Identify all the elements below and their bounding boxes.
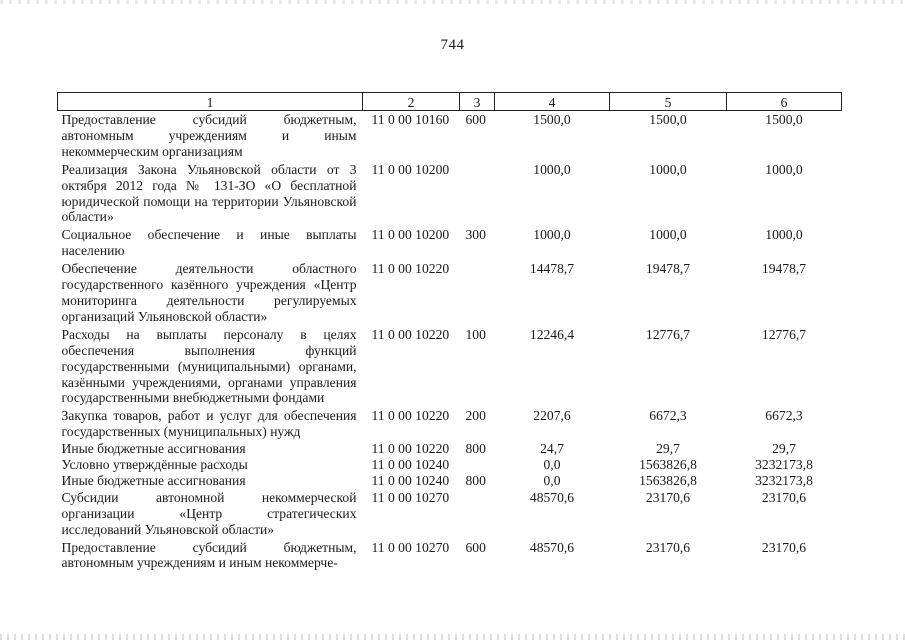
row-value-col5: 1000,0 xyxy=(649,227,687,243)
header-col-6: 6 xyxy=(727,93,842,111)
row-value-col6: 1500,0 xyxy=(765,112,803,127)
row-name: Реализация Закона Ульяновской области от 3 октября 2012 года № 131-ЗО «О бесплатной юридической помощи на территории Ульяновской области» xyxy=(61,161,357,225)
row-expense-type xyxy=(460,161,495,227)
row-value-col5: 6672,3 xyxy=(649,408,687,424)
row-name: Предоставление субсидий бюджетным, автономным учреждениям и иным некоммерческим организациям xyxy=(61,112,357,159)
row-name: Закупка товаров, работ и услуг для обеспечения государственных (муниципальных) нужд xyxy=(61,408,357,440)
scan-edge-bottom xyxy=(0,634,905,640)
row-code: 11 0 00 10220 xyxy=(371,326,450,342)
table-row xyxy=(58,161,842,227)
table-row xyxy=(58,260,842,326)
row-value-col4: 0,0 xyxy=(543,472,561,488)
row-name: Условно утверждённые расходы xyxy=(61,457,248,473)
row-code: 11 0 00 10160 xyxy=(371,112,450,127)
table-header xyxy=(58,93,842,111)
row-value-col4: 12246,4 xyxy=(529,326,575,342)
scan-edge-top xyxy=(0,0,905,4)
row-expense-type: 800 xyxy=(465,472,486,488)
row-code: 11 0 00 10200 xyxy=(371,227,450,243)
row-expense-type: 600 xyxy=(465,539,486,555)
row-value-col5: 12776,7 xyxy=(645,326,691,342)
row-code: 11 0 00 10270 xyxy=(371,539,450,555)
row-code: 11 0 00 10240 xyxy=(371,472,450,488)
row-value-col5: 1563826,8 xyxy=(639,457,697,473)
row-value-col6: 29,7 xyxy=(772,441,796,457)
table-row xyxy=(58,326,842,408)
row-value-col5: 1500,0 xyxy=(649,112,687,127)
row-value-col4: 1500,0 xyxy=(533,112,571,127)
row-value-col5: 29,7 xyxy=(656,441,680,457)
header-col-5: 5 xyxy=(610,93,727,111)
row-value-col4: 48570,6 xyxy=(529,489,575,505)
row-value-col5: 1563826,8 xyxy=(639,472,697,488)
row-expense-type: 100 xyxy=(465,326,486,342)
row-expense-type xyxy=(460,489,495,539)
row-name: Иные бюджетные ассигнования xyxy=(61,441,246,457)
header-col-4: 4 xyxy=(495,93,610,111)
row-name: Иные бюджетные ассигнования xyxy=(61,472,246,488)
table-row xyxy=(58,441,842,457)
budget-table xyxy=(57,92,842,572)
table-row xyxy=(58,473,842,489)
row-value-col4: 14478,7 xyxy=(529,261,575,277)
row-value-col6: 1000,0 xyxy=(765,161,803,177)
row-value-col4: 24,7 xyxy=(540,441,564,457)
row-code: 11 0 00 10220 xyxy=(371,441,450,457)
row-value-col5: 19478,7 xyxy=(645,261,691,277)
row-value-col6: 12776,7 xyxy=(761,326,807,342)
row-code: 11 0 00 10270 xyxy=(371,489,450,505)
row-name: Субсидии автономной некоммерческой организации «Центр стратегических исследований Ульяновской области» xyxy=(61,489,357,537)
row-code: 11 0 00 10220 xyxy=(371,408,450,424)
row-expense-type xyxy=(460,260,495,326)
table-body xyxy=(58,111,842,573)
table-row xyxy=(58,111,842,161)
row-expense-type: 300 xyxy=(465,227,486,243)
table-row xyxy=(58,226,842,260)
row-value-col4: 1000,0 xyxy=(533,227,571,243)
row-code: 11 0 00 10200 xyxy=(371,161,450,177)
row-expense-type: 800 xyxy=(465,441,486,457)
row-expense-type xyxy=(460,457,495,473)
row-name: Расходы на выплаты персоналу в целях обеспечения выполнения функций государственными (муниципальными) органами, казёнными учреждениями, органами управления государственными внебюджетными фондами xyxy=(61,326,357,406)
table-row xyxy=(58,489,842,539)
header-col-1: 1 xyxy=(58,93,363,111)
table-row xyxy=(58,457,842,473)
row-value-col5: 1000,0 xyxy=(649,161,687,177)
row-code: 11 0 00 10240 xyxy=(371,457,450,473)
row-name: Обеспечение деятельности областного государственного казённого учреждения «Центр мониторинга деятельности регулируемых организаций Ульяновской области» xyxy=(61,261,357,324)
table-row xyxy=(58,407,842,441)
row-value-col6: 23170,6 xyxy=(761,539,807,555)
row-value-col6: 1000,0 xyxy=(765,227,803,243)
row-expense-type: 200 xyxy=(465,408,486,424)
row-name: Предоставление субсидий бюджетным, автономным учреждениям и иным некоммерче- xyxy=(61,539,357,571)
page-number: 744 xyxy=(440,37,465,53)
row-value-col5: 23170,6 xyxy=(645,539,691,555)
row-value-col6: 3232173,8 xyxy=(755,472,813,488)
row-value-col6: 3232173,8 xyxy=(755,457,813,473)
row-value-col6: 19478,7 xyxy=(761,261,807,277)
row-expense-type: 600 xyxy=(465,112,486,127)
row-code: 11 0 00 10220 xyxy=(371,261,450,277)
row-name: Социальное обеспечение и иные выплаты населению xyxy=(61,227,357,259)
header-col-2: 2 xyxy=(363,93,460,111)
row-value-col4: 2207,6 xyxy=(533,408,571,424)
row-value-col4: 48570,6 xyxy=(529,539,575,555)
row-value-col4: 1000,0 xyxy=(533,161,571,177)
row-value-col5: 23170,6 xyxy=(645,489,691,505)
header-col-3: 3 xyxy=(460,93,495,111)
row-value-col4: 0,0 xyxy=(543,457,561,473)
table-row xyxy=(58,539,842,573)
row-value-col6: 23170,6 xyxy=(761,489,807,505)
row-value-col6: 6672,3 xyxy=(765,408,803,424)
